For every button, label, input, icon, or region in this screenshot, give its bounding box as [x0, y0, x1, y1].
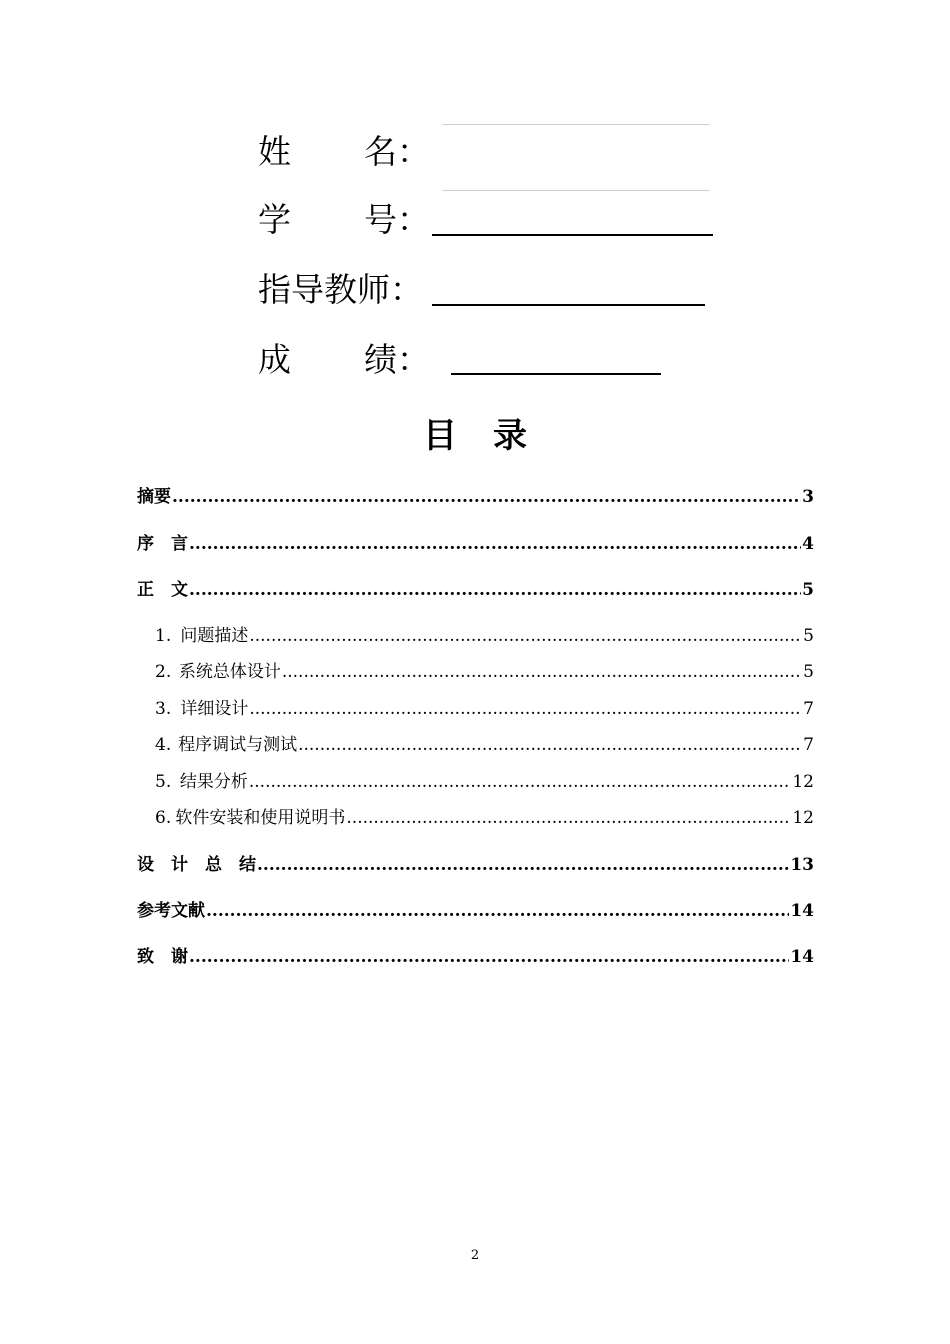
name-label-1: 姓	[258, 132, 291, 171]
toc-subentry-number: 3.	[155, 699, 172, 719]
student-id-label-2: 号：	[364, 200, 430, 239]
toc-subentry-label: 详细设计	[180, 699, 249, 719]
toc-entry-abstract[interactable]	[137, 485, 814, 509]
student-id-label-1: 学	[258, 200, 291, 239]
toc-entry-label: 设 计 总 结	[137, 855, 256, 875]
toc-leader-dots	[249, 770, 792, 794]
toc-subentry-page: 12	[792, 808, 814, 828]
grade-label-1: 成	[258, 340, 291, 379]
toc-subentry-overall-design[interactable]	[155, 660, 814, 684]
toc-subentry-label: 软件安装和使用说明书	[175, 808, 346, 828]
name-label-2: 名：	[364, 132, 430, 171]
toc-subentry-detailed-design[interactable]	[155, 697, 814, 721]
toc-leader-dots	[249, 624, 802, 648]
toc-entry-page: 4	[802, 534, 814, 554]
toc-entry-body[interactable]	[137, 578, 814, 602]
toc-entry-label: 摘要	[137, 487, 171, 507]
toc-leader-dots	[346, 806, 791, 830]
toc-entry-acknowledgements[interactable]	[137, 945, 814, 969]
student-id-underline[interactable]	[432, 234, 713, 236]
toc-entry-label: 参考文献	[137, 901, 205, 921]
toc-subentry-label: 问题描述	[180, 626, 249, 646]
toc-subentry-page: 5	[803, 662, 814, 682]
toc-subentry-debug-test[interactable]	[155, 733, 814, 757]
toc-entry-label: 致 谢	[137, 947, 188, 967]
toc-title-char-2: 录	[493, 416, 527, 456]
toc-subentry-number: 1.	[155, 626, 172, 646]
toc-entry-page: 3	[802, 487, 814, 507]
page-number: 2	[470, 1248, 480, 1263]
toc-leader-dots	[282, 660, 802, 684]
toc-entry-label: 序 言	[137, 534, 188, 554]
toc-entry-references[interactable]	[137, 899, 814, 923]
toc-leader-dots	[249, 697, 802, 721]
toc-leader-dots	[206, 899, 789, 923]
toc-subentry-number: 4.	[155, 735, 172, 755]
toc-entry-page: 13	[790, 855, 814, 875]
toc-subentry-label: 程序调试与测试	[178, 735, 298, 755]
toc-subentry-page: 5	[803, 626, 814, 646]
toc-entry-summary[interactable]	[137, 853, 814, 877]
toc-subentry-result-analysis[interactable]	[155, 770, 814, 794]
toc-leader-dots	[189, 578, 801, 602]
toc-leader-dots	[257, 853, 789, 877]
toc-leader-dots	[172, 485, 801, 509]
toc-leader-dots	[298, 733, 802, 757]
toc-subentry-page: 7	[803, 735, 814, 755]
toc-title	[0, 408, 950, 457]
toc-subentry-page: 12	[792, 772, 814, 792]
toc-entry-page: 5	[802, 580, 814, 600]
toc-leader-dots	[189, 945, 789, 969]
toc-subentry-page: 7	[803, 699, 814, 719]
advisor-underline[interactable]	[432, 304, 705, 306]
toc-title-char-1: 目	[423, 416, 457, 456]
toc-subentry-number: 2.	[155, 662, 172, 682]
toc-subentry-number: 6.	[155, 808, 172, 828]
toc-entry-page: 14	[790, 947, 814, 967]
toc-subentry-problem[interactable]	[155, 624, 814, 648]
toc-entry-preface[interactable]	[137, 532, 814, 556]
toc-subentry-number: 5.	[155, 772, 172, 792]
grade-underline[interactable]	[451, 373, 661, 375]
toc-entry-page: 14	[790, 901, 814, 921]
advisor-label: 指导教师：	[258, 270, 423, 309]
toc-subentry-install-manual[interactable]	[155, 806, 814, 830]
toc-leader-dots	[189, 532, 801, 556]
toc-subentry-label: 系统总体设计	[178, 662, 281, 682]
toc-subentry-label: 结果分析	[179, 772, 248, 792]
grade-label-2: 绩：	[364, 340, 430, 379]
toc-entry-label: 正 文	[137, 580, 188, 600]
name-input-box[interactable]	[442, 124, 710, 191]
